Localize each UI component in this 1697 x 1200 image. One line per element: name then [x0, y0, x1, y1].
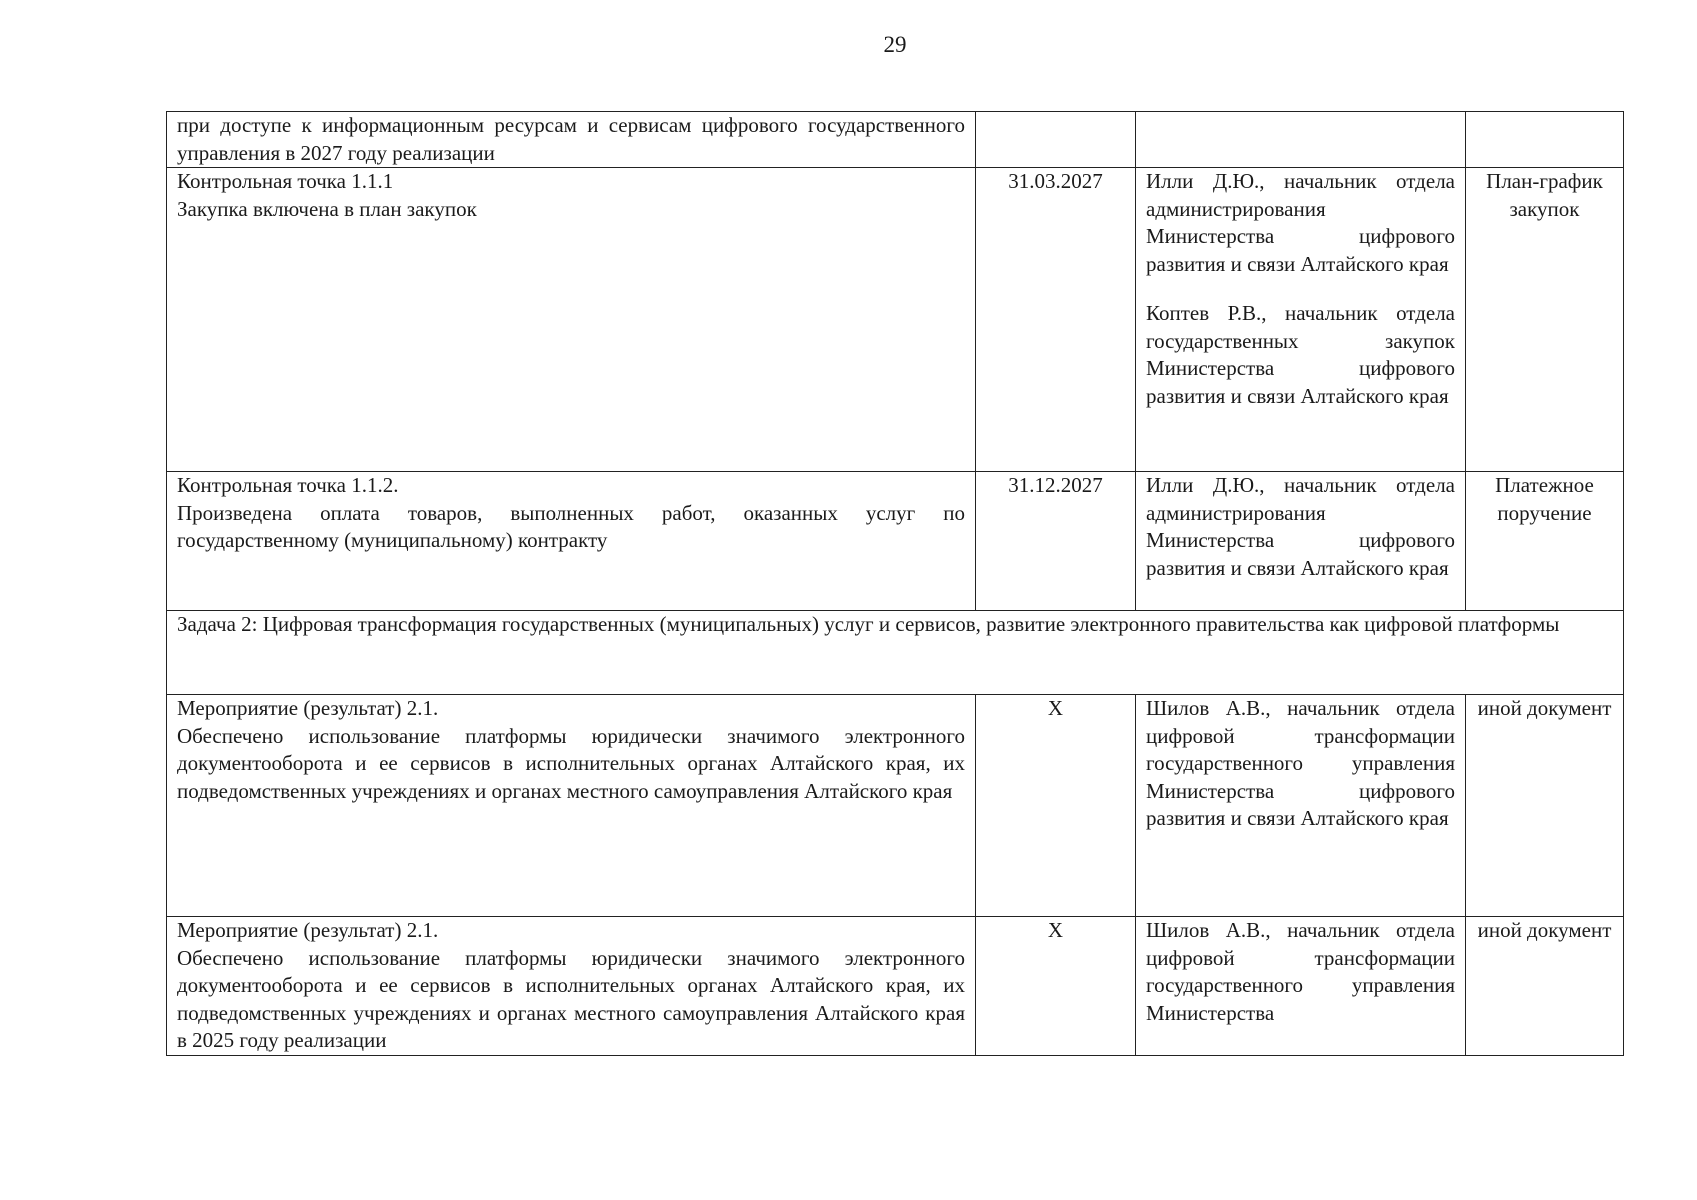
responsible-person: Шилов А.В., начальник отдела цифровой трансформации государственного управления Министерства цифрового развития и связи Алтайского края [1146, 696, 1455, 830]
document-cell: Платежное поручение [1466, 472, 1624, 611]
description-cell [167, 472, 976, 611]
table-row [167, 112, 1624, 168]
date-cell: 31.12.2027 [976, 472, 1136, 611]
date-cell: 31.03.2027 [976, 168, 1136, 472]
document-cell [1466, 112, 1624, 168]
responsible-cell [1136, 112, 1466, 168]
responsible-person: Шилов А.В., начальник отдела цифровой трансформации государственного управления Министерства [1146, 918, 1455, 1025]
activity-title: Мероприятие (результат) 2.1. [177, 696, 439, 720]
description-cell [167, 695, 976, 917]
responsible-person: Илли Д.Ю., начальник отдела администрирования Министерства цифрового развития и связи Алтайского края [1146, 169, 1455, 276]
responsible-person: Илли Д.Ю., начальник отдела администрирования Министерства цифрового развития и связи Алтайского края [1146, 473, 1455, 580]
control-point-title: Контрольная точка 1.1.1 [177, 169, 394, 193]
activity-title: Мероприятие (результат) 2.1. [177, 918, 439, 942]
date-cell: Х [976, 695, 1136, 917]
task-heading: Задача 2: Цифровая трансформация государственных (муниципальных) услуг и сервисов, развитие электронного правительства как цифровой платформы [167, 611, 1624, 695]
table-row [167, 472, 1624, 611]
responsible-cell [1136, 695, 1466, 917]
control-point-title: Контрольная точка 1.1.2. [177, 473, 399, 497]
description-text: Закупка включена в план закупок [177, 196, 477, 221]
document-cell: иной документ [1466, 695, 1624, 917]
table-row [167, 168, 1624, 472]
description-text: Обеспечено использование платформы юридически значимого электронного документооборота и ее сервисов в исполнительных органах Алтайского края, их подведомственных учреждениях и органах местного самоуправления Алтайского края в 2025 году реализации [177, 945, 965, 1052]
table-row [167, 917, 1624, 1056]
description-cell [167, 917, 976, 1056]
description-cell [167, 112, 976, 168]
responsible-person: Коптев Р.В., начальник отдела государственных закупок Министерства цифрового развития и связи Алтайского края [1146, 301, 1455, 408]
description-text: при доступе к информационным ресурсам и сервисам цифрового государственного управления в 2027 году реализации [177, 113, 965, 165]
responsible-cell [1136, 472, 1466, 611]
description-text: Произведена оплата товаров, выполненных работ, оказанных услуг по государственному (муниципальному) контракту [177, 500, 965, 552]
table-row [167, 695, 1624, 917]
task-row [167, 611, 1624, 695]
plan-table [166, 111, 1624, 1056]
page-number: 29 [883, 32, 907, 57]
responsible-cell [1136, 168, 1466, 472]
description-cell [167, 168, 976, 472]
date-cell: Х [976, 917, 1136, 1056]
description-text: Обеспечено использование платформы юридически значимого электронного документооборота и ее сервисов в исполнительных органах Алтайского края, их подведомственных учреждениях и органах местного самоуправления Алтайского края [177, 723, 965, 803]
document-cell: иной документ [1466, 917, 1624, 1056]
document-cell: План-график закупок [1466, 168, 1624, 472]
responsible-cell [1136, 917, 1466, 1056]
date-cell [976, 112, 1136, 168]
